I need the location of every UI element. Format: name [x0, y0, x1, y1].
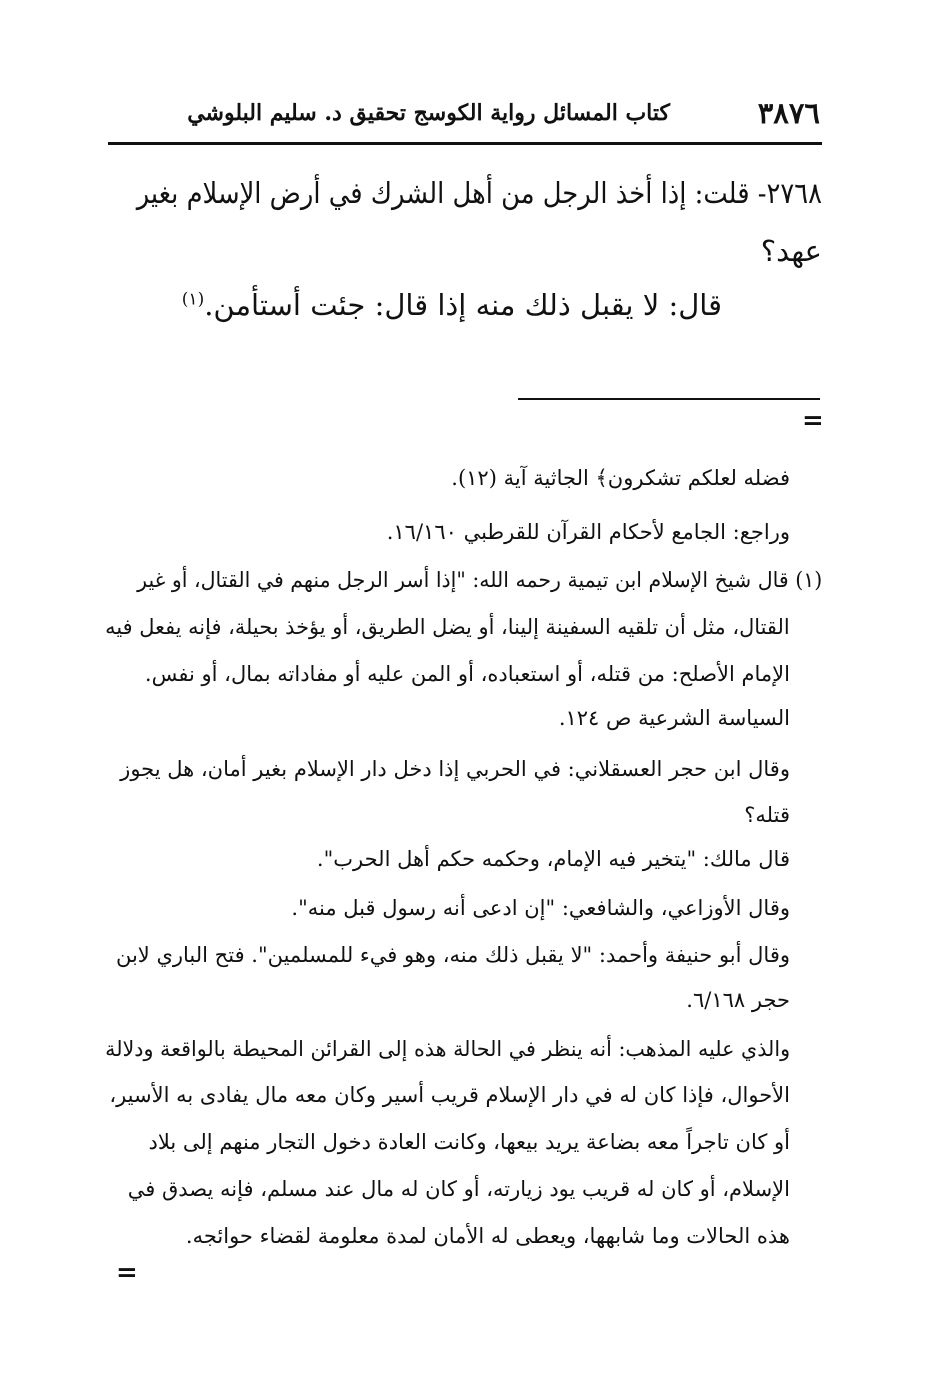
footnote-line: الأحوال، فإذا كان له في دار الإسلام قريب أسير وكان معه مال يفادى به الأسير،: [109, 1083, 790, 1107]
footnote-line: فضله لعلكم تشكرون﴾ الجاثية آية (١٢).: [451, 466, 790, 490]
footnote-line: حجر ٦/١٦٨.: [686, 988, 790, 1012]
footnote-separator: [518, 398, 820, 400]
footnote-line: هذه الحالات وما شابهها، ويعطى له الأمان لمدة معلومة لقضاء حوائجه.: [185, 1224, 790, 1248]
footnote-line: وقال الأوزاعي، والشافعي: "إن ادعى أنه رسول قبل منه".: [291, 896, 790, 920]
answer-text: قال: لا يقبل ذلك منه إذا قال: جئت أستأمن.: [204, 288, 722, 322]
footnote-line: والذي عليه المذهب: أنه ينظر في الحالة هذه إلى القرائن المحيطة بالواقعة ودلالة: [105, 1037, 790, 1061]
footnote-line: قال مالك: "يتخير فيه الإمام، وحكمه حكم أهل الحرب".: [316, 847, 790, 871]
header-rule: [108, 142, 822, 145]
question-line-1: ٢٧٦٨- قلت: إذا أخذ الرجل من أهل الشرك في أرض الإسلام بغير: [136, 176, 822, 210]
footnote-line: وقال أبو حنيفة وأحمد: "لا يقبل ذلك منه، وهو فيء للمسلمين". فتح الباري لابن: [115, 943, 790, 967]
question-line-2: عهد؟: [760, 234, 822, 268]
continuation-mark-top: =: [802, 406, 824, 436]
footnote-line: قتله؟: [744, 803, 790, 827]
footnote-line: أو كان تاجراً معه بضاعة يريد بيعها، وكانت العادة دخول التجار منهم إلى بلاد: [148, 1130, 790, 1154]
page-header: [108, 96, 820, 136]
footnote-line: الإمام الأصلح: من قتله، أو استعباده، أو المن عليه أو مفاداته بمال، أو نفس.: [144, 662, 790, 686]
footnote-line: وراجع: الجامع لأحكام القرآن للقرطبي ١٦/١٦٠.: [386, 520, 790, 544]
footnote-line: السياسة الشرعية ص ١٢٤.: [558, 706, 790, 730]
footnote-line: الإسلام، أو كان له قريب يود زيارته، أو كان له مال عند مسلم، فإنه يصدق في: [127, 1177, 790, 1201]
running-title: كتاب المسائل رواية الكوسج تحقيق د. سليم البلوشي: [187, 100, 670, 126]
continuation-mark-bottom: =: [116, 1258, 138, 1288]
footnote-reference: (١): [181, 289, 205, 310]
page-number: ٣٨٧٦: [757, 96, 820, 130]
answer-line: [182, 288, 722, 322]
footnote-line: القتال، مثل أن تلقيه السفينة إلينا، أو يضل الطريق، أو يؤخذ بحيلة، فإنه يفعل فيه: [105, 615, 790, 639]
main-text: [108, 176, 822, 356]
footnote-line: وقال ابن حجر العسقلاني: في الحربي إذا دخل دار الإسلام بغير أمان، هل يجوز: [120, 757, 790, 781]
footnote-line: (١) قال شيخ الإسلام ابن تيمية رحمه الله: "إذا أسر الرجل منهم في القتال، أو غير: [136, 568, 822, 592]
